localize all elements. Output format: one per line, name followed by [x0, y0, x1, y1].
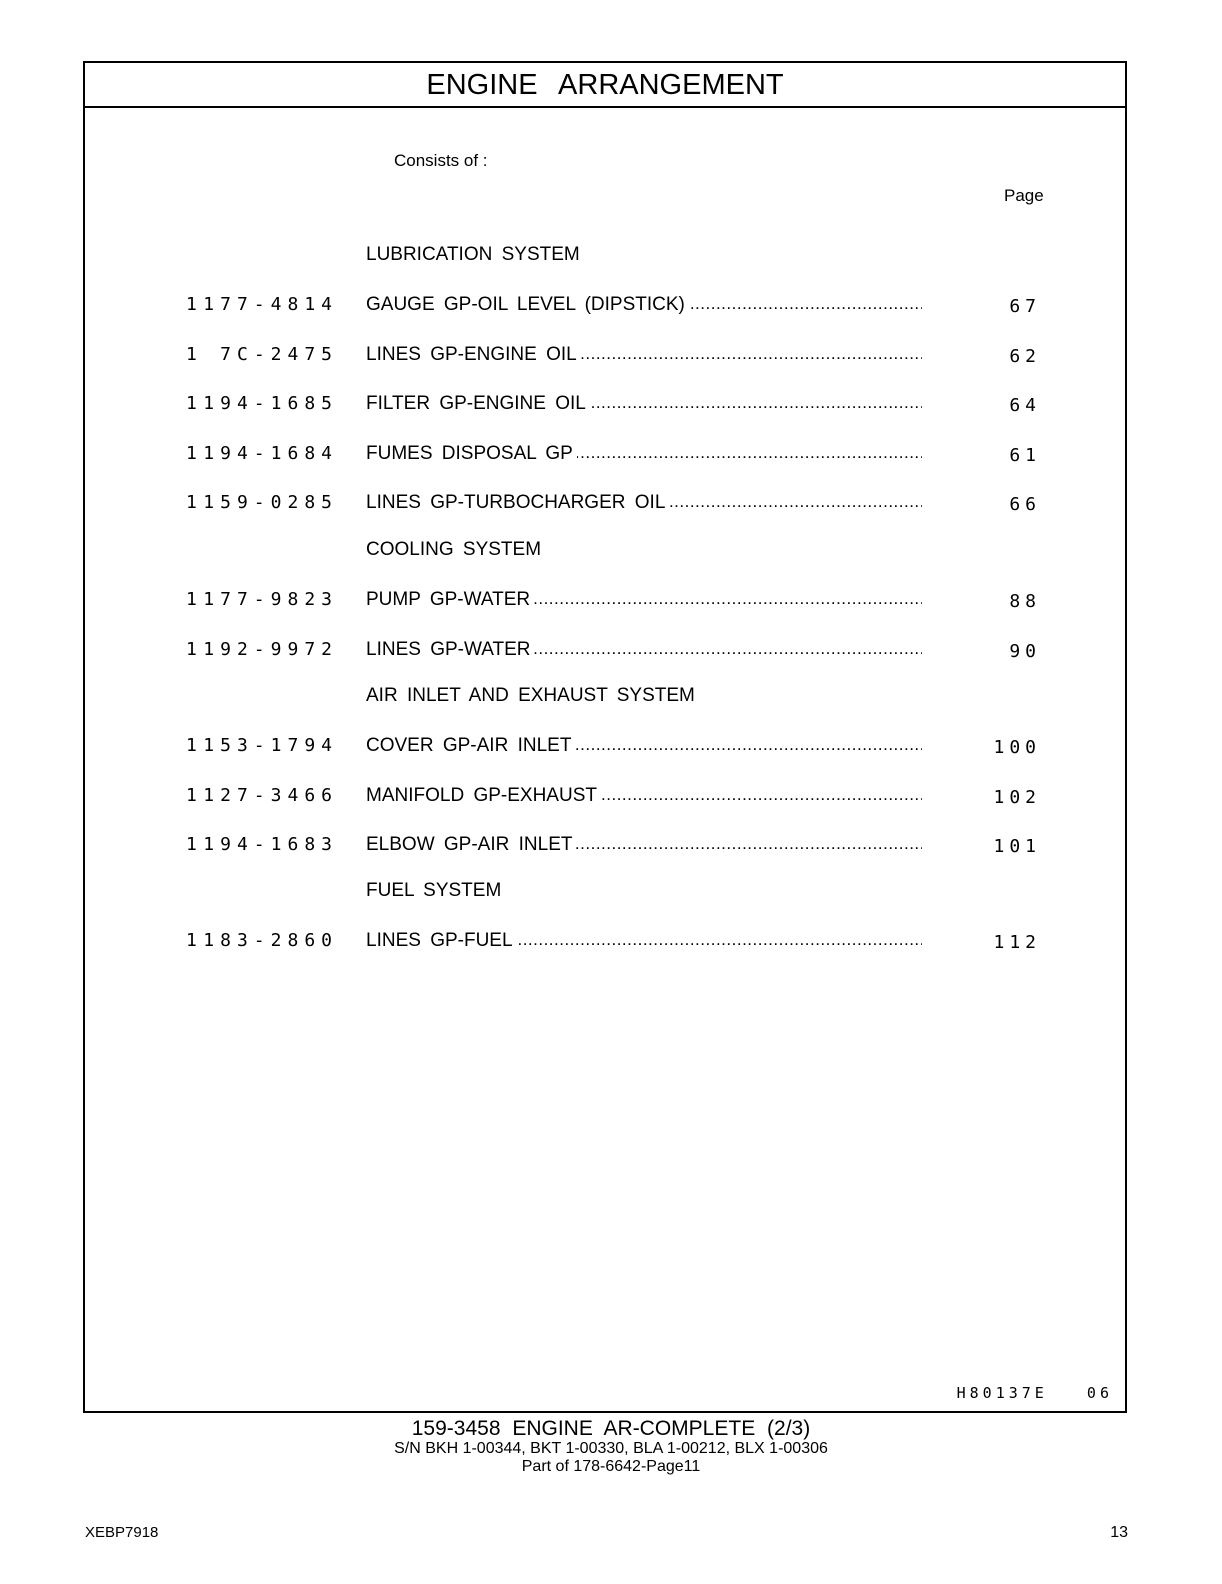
part-number: 159-0285: [203, 492, 338, 513]
part-description-text: COVER GP-AIR INLET: [366, 735, 575, 756]
part-quantity: 1: [186, 492, 197, 513]
part-row: [85, 785, 1125, 809]
part-page-ref: 100: [993, 737, 1041, 758]
part-description: [366, 294, 922, 316]
part-number: 7C-2475: [220, 343, 338, 365]
part-description-text: FUMES DISPOSAL GP: [366, 443, 577, 464]
part-row: [85, 589, 1125, 613]
part-quantity: 1: [186, 343, 197, 365]
part-page-ref: 66: [1009, 494, 1041, 515]
part-row: [85, 443, 1125, 467]
part-number: 194-1683: [203, 834, 338, 855]
part-description-text: LINES GP-ENGINE OIL: [366, 344, 581, 365]
part-page-ref: 102: [993, 786, 1041, 808]
part-page-ref: 112: [993, 932, 1041, 953]
part-description-text: MANIFOLD GP-EXHAUST: [366, 785, 601, 806]
part-page-ref: 88: [1009, 591, 1041, 612]
part-description: [366, 834, 922, 856]
part-page-ref: 67: [1009, 296, 1041, 317]
part-page-ref: 101: [993, 836, 1041, 857]
part-description-text: ELBOW GP-AIR INLET: [366, 834, 576, 855]
part-description-text: GAUGE GP-OIL LEVEL (DIPSTICK): [366, 294, 689, 315]
consists-of-label: Consists of :: [394, 151, 488, 170]
part-quantity: 1: [186, 393, 197, 414]
part-number: 194-1684: [203, 442, 338, 464]
part-row: [85, 834, 1125, 858]
part-description: [366, 492, 922, 514]
part-row: [85, 344, 1125, 368]
part-description: [366, 930, 922, 952]
part-description-text: LINES GP-FUEL: [366, 930, 517, 951]
part-description-text: PUMP GP-WATER: [366, 589, 534, 610]
part-row: [85, 639, 1125, 663]
part-quantity: 1: [186, 834, 197, 855]
part-description-text: FILTER GP-ENGINE OIL: [366, 393, 590, 414]
part-row: [85, 735, 1125, 759]
page-column-header: Page: [1004, 186, 1044, 205]
part-row: [85, 492, 1125, 516]
part-description-text: LINES GP-WATER: [366, 639, 534, 660]
section-heading: LUBRICATION SYSTEM: [366, 244, 580, 265]
part-number: 194-1685: [203, 393, 338, 414]
part-quantity: 1: [186, 294, 197, 315]
part-number: 177-4814: [203, 294, 338, 315]
document-id: XEBP7918: [85, 1524, 159, 1541]
section-heading: COOLING SYSTEM: [366, 539, 542, 560]
section-heading: FUEL SYSTEM: [366, 880, 502, 901]
part-description: [366, 639, 922, 661]
figure-code: H80137E 06: [956, 1384, 1113, 1402]
part-quantity: 1: [186, 930, 197, 951]
section-heading: AIR INLET AND EXHAUST SYSTEM: [366, 685, 695, 706]
part-row: [85, 393, 1125, 417]
part-number: 183-2860: [203, 930, 338, 951]
part-number: 127-3466: [203, 784, 338, 806]
part-page-ref: 61: [1009, 444, 1041, 466]
footer-serial-numbers: S/N BKH 1-00344, BKT 1-00330, BLA 1-00212, BLX 1-00306: [394, 1440, 828, 1457]
part-description: [366, 393, 922, 415]
part-description: [366, 443, 922, 465]
part-description: [366, 589, 922, 611]
footer-title: 159-3458 ENGINE AR-COMPLETE (2/3): [411, 1417, 811, 1440]
part-description: [366, 735, 922, 757]
part-page-ref: 64: [1009, 395, 1041, 416]
part-quantity: 1: [186, 442, 197, 464]
part-number: 192-9972: [203, 638, 338, 660]
part-description: [366, 344, 922, 366]
part-description-text: LINES GP-TURBOCHARGER OIL: [366, 492, 669, 513]
part-number: 153-1794: [203, 735, 338, 756]
part-row: [85, 930, 1125, 954]
part-row: [85, 294, 1125, 318]
part-description: [366, 785, 922, 807]
part-page-ref: 62: [1009, 345, 1041, 367]
part-quantity: 1: [186, 589, 197, 610]
page-title: ENGINE ARRANGEMENT: [85, 63, 1125, 108]
part-quantity: 1: [186, 784, 197, 806]
part-page-ref: 90: [1009, 640, 1041, 662]
part-quantity: 1: [186, 735, 197, 756]
part-quantity: 1: [186, 638, 197, 660]
content-frame: [83, 61, 1127, 1413]
page-number: 13: [1110, 1524, 1128, 1541]
footer-part-of: Part of 178-6642-Page11: [521, 1458, 701, 1475]
part-number: 177-9823: [203, 589, 338, 610]
